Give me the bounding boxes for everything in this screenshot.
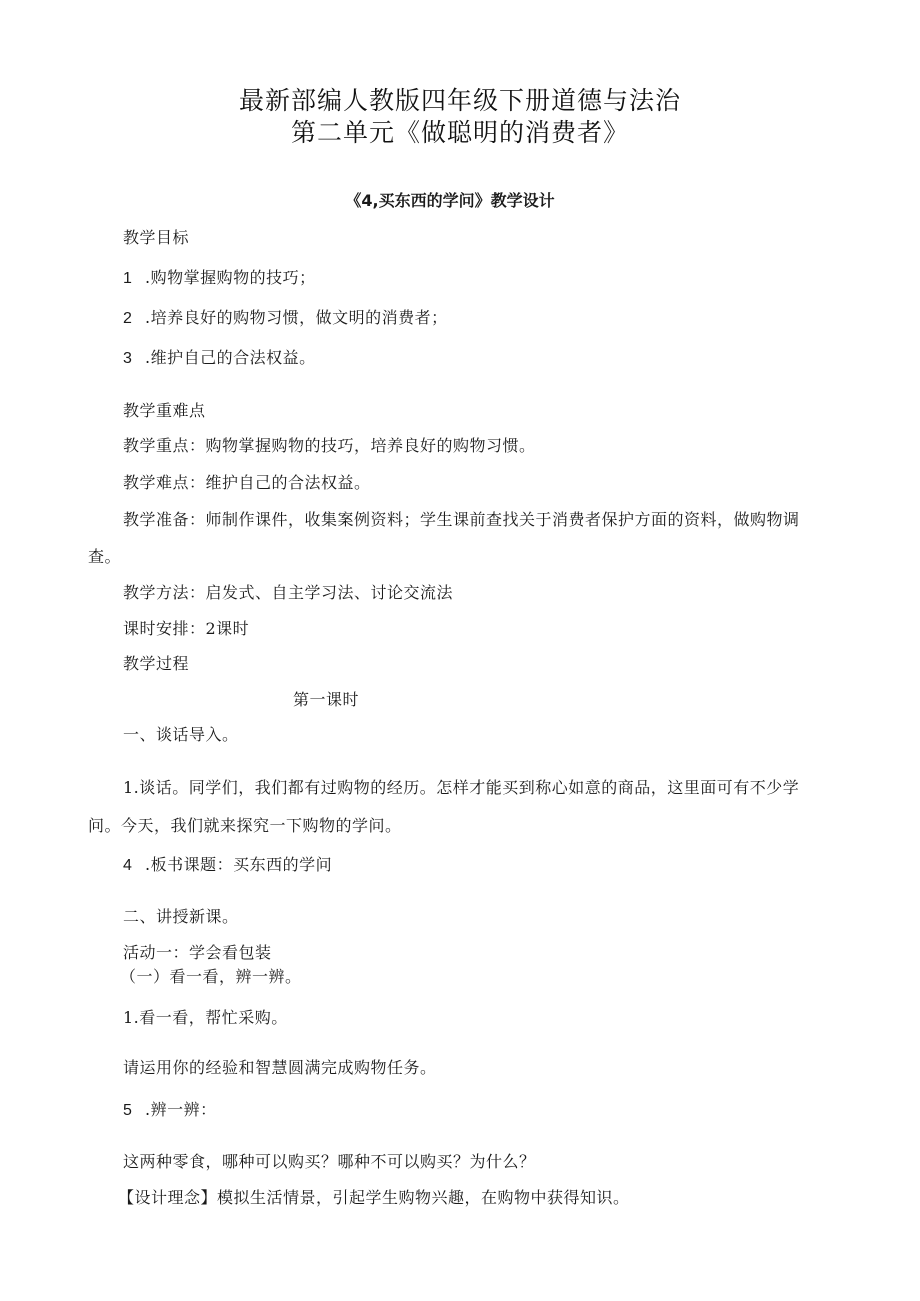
teaching-focus: 教学重点：购物掌握购物的技巧，培养良好的购物习惯。 xyxy=(123,436,536,455)
distinguish-item xyxy=(123,1100,217,1121)
teaching-prep-line1: 教学准备：师制作课件，收集案例资料；学生课前查找关于消费者保护方面的资料，做购物调 xyxy=(123,510,800,529)
objectives-heading: 教学目标 xyxy=(123,228,190,247)
task-text: 请运用你的经验和智慧圆满完成购物任务。 xyxy=(123,1058,437,1077)
talk-line2: 问。今天，我们就来探究一下购物的学问。 xyxy=(88,816,402,835)
distinguish-text: .辨一辨： xyxy=(145,1100,217,1119)
teaching-difficulty: 教学难点：维护自己的合法权益。 xyxy=(123,473,371,492)
section1-heading: 一、谈话导入。 xyxy=(123,725,239,744)
activity1-heading: 活动一：学会看包装 xyxy=(123,943,272,962)
teaching-method: 教学方法：启发式、自主学习法、讨论交流法 xyxy=(123,583,454,602)
design-idea: 【设计理念】模拟生活情景，引起学生购物兴趣，在购物中获得知识。 xyxy=(118,1188,630,1207)
lesson1-heading: 第一课时 xyxy=(293,690,360,709)
board-title-number: 4 xyxy=(123,857,133,874)
question-text: 这两种零食，哪种可以购买？哪种不可以购买？为什么？ xyxy=(123,1152,536,1171)
class-schedule: 课时安排：2课时 xyxy=(123,619,250,638)
objective-number: 3 xyxy=(123,350,133,367)
document-title-line2: 第二单元《做聪明的消费者》 xyxy=(290,118,629,147)
lesson-title: 《4,买东西的学问》教学设计 xyxy=(345,191,555,210)
objective-number: 1 xyxy=(123,270,133,287)
board-title-text: .板书课题：买东西的学问 xyxy=(145,855,333,874)
objective-text: .购物掌握购物的技巧； xyxy=(145,268,316,287)
objective-text: .维护自己的合法权益。 xyxy=(145,348,316,367)
talk-line1: 1.谈话。同学们，我们都有过购物的经历。怎样才能买到称心如意的商品，这里面可有不少学 xyxy=(123,778,800,797)
objective-item-3 xyxy=(123,348,316,369)
section2-heading: 二、讲授新课。 xyxy=(123,907,239,926)
board-title-item xyxy=(123,855,332,876)
sub-section1: （一）看一看，辨一辨。 xyxy=(120,967,302,986)
key-points-heading: 教学重难点 xyxy=(123,401,206,420)
distinguish-number: 5 xyxy=(123,1102,133,1119)
objective-item-2 xyxy=(123,308,448,329)
document-title-line1: 最新部编人教版四年级下册道德与法治 xyxy=(238,86,681,115)
objective-text: .培养良好的购物习惯，做文明的消费者； xyxy=(145,308,448,327)
objective-number: 2 xyxy=(123,310,133,327)
objective-item-1 xyxy=(123,268,316,289)
teaching-process-heading: 教学过程 xyxy=(123,654,190,673)
teaching-prep-line2: 查。 xyxy=(88,547,122,566)
look-item: 1.看一看，帮忙采购。 xyxy=(123,1008,288,1027)
